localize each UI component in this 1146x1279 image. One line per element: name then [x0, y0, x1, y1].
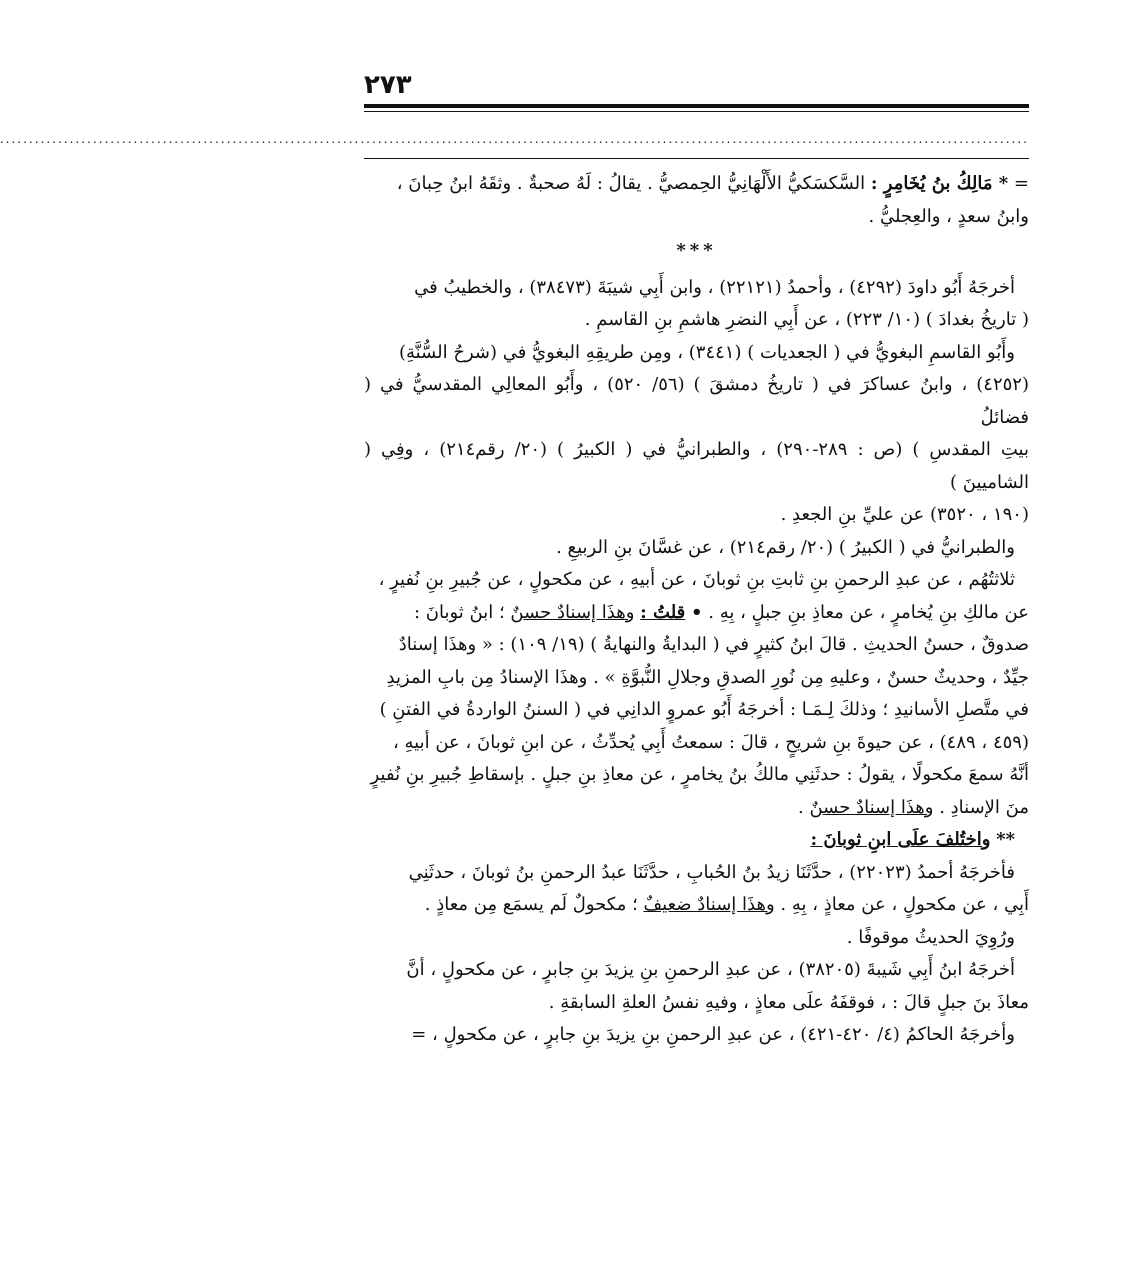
text-segment: ؛ ابنُ ثوبانَ : — [413, 601, 505, 623]
paragraph-3: والطبرانيُّ في ( الكبيرُ ) (٢٠/ رقم٢١٤) ، عن غسَّانَ بنِ الربيعِ . — [556, 536, 1015, 558]
paragraph-4-line-3: صدوقٌ ، حسنُ الحديثِ . قالَ ابنُ كثيرٍ في ( البدايةُ والنهايةُ ) (١٩/ ١٠٩) : « وهذَا إسنادٌ — [398, 634, 1029, 655]
paragraph-4-line-2 — [364, 597, 1029, 630]
bullet-mark: • — [691, 601, 703, 623]
subheading — [364, 824, 1029, 857]
paragraph-1-line-1: أخرجَهُ أَبُو داودَ (٤٢٩٢) ، وأحمدُ (٢٢١٢١) ، وابن أَبِي شيبَةَ (٣٨٤٧٣) ، والخطيبُ في — [414, 276, 1015, 298]
header-rule-thin — [364, 111, 1029, 112]
paragraph-2-line-3: بيتِ المقدسِ ) (ص : ٢٨٩-٢٩٠) ، والطبرانيُّ في ( الكبيرُ ) (٢٠/ رقم٢١٤) ، وفِي ( الشاميينَ ) — [364, 439, 1029, 493]
footnote-line-1 — [364, 168, 1029, 201]
footnote-line-2: وابنُ سعدٍ ، والعِجليُّ . — [868, 205, 1029, 227]
grading-hasan: وهذَا إسنادٌ حسنٌ — [809, 796, 934, 818]
paragraph-2-line-2: (٤٢٥٢) ، وابنُ عساكرَ في ( تاريخُ دمشقَ ) (٥٦/ ٥٢٠) ، وأَبُو المعالِي المقدسيُّ في ( فضائلُ — [364, 374, 1029, 428]
paragraph-8-line-2: معاذَ بنَ جبلٍ قالَ : ، فوقفَهُ علَى معاذٍ ، وفيهِ نفسُ العلةِ السابقةِ . — [548, 991, 1029, 1013]
paragraph-1-line-2: ( تاريخُ بغدادَ ) (١٠/ ٢٢٣) ، عن أَبِي النضرِ هاشمِ بنِ القاسمِ . — [584, 309, 1029, 330]
text-segment: أَبِي ، عن مكحولٍ ، عن معاذٍ ، بِهِ . — [780, 894, 1029, 915]
narrator-description: السَّكسَكيُّ الأَلْهَانِيُّ الحِمصيُّ . يقالُ : لَهُ صحبةٌ . وثقَهُ ابنُ حِبانَ ، — [396, 173, 866, 194]
grading-daif: وهذَا إسنادٌ ضعيفٌ — [643, 894, 775, 915]
subheading-label: واختُلفَ علَى ابنِ ثوبانَ : — [810, 829, 991, 850]
subheading-stars: ** — [996, 829, 1015, 850]
text-segment: منَ الإسنادِ . — [939, 796, 1029, 818]
continuation-mark: = — [1013, 173, 1029, 194]
page-number: ٢٧٣ — [364, 70, 412, 100]
footnote-rule — [364, 158, 1029, 159]
narrator-name: * مَالِكُ بنُ يُخَامِرٍ : — [870, 173, 1009, 194]
paragraph-4-line-6: (٤٥٩ ، ٤٨٩) ، عن حيوةَ بنِ شريحٍ ، قالَ : سمعتُ أَبِي يُحدِّثُ ، عن ابنِ ثوبانَ ، عن أبيهِ ، — [392, 731, 1029, 753]
qultu-label: قلتُ : — [640, 601, 686, 623]
paragraph-9: وأخرجَهُ الحاكمُ (٤/ ٤٢٠-٤٢١) ، عن عبدِ الرحمنِ بنِ يزيدَ بنِ جابرٍ ، عن مكحولٍ ، = — [411, 1024, 1015, 1045]
dotted-separator: ................................................................................................................................................................................. — [0, 132, 1029, 146]
paragraph-4-line-5: في متَّصلِ الأسانيدِ ؛ وذلكَ لِـمَـا : أخرجَهُ أَبُو عمروٍ الدانِي في ( السننُ الواردةُ في الفتنِ ) — [379, 699, 1029, 720]
paragraph-6-line-2 — [364, 889, 1029, 922]
paragraph-2-line-4: (١٩٠ ، ٣٥٢٠) عن عليِّ بنِ الجعدِ . — [780, 504, 1029, 525]
text-segment: عن مالكِ بنِ يُخامرٍ ، عن معاذِ بنِ جبلٍ ، بِهِ . — [708, 601, 1029, 623]
paragraph-8-line-1: أخرجَهُ ابنُ أَبِي شَيبةَ (٣٨٢٠٥) ، عن عبدِ الرحمنِ بنِ يزيدَ بنِ جابرٍ ، عن مكحولٍ ، أنَّ — [406, 959, 1015, 980]
section-divider: *** — [676, 240, 717, 261]
paragraph-7: ورُوِيَ الحديثُ موقوفًا . — [846, 926, 1015, 948]
text-segment: . — [798, 796, 804, 818]
paragraph-2-line-1: وأَبُو القاسمِ البغويُّ في ( الجعديات ) (٣٤٤١) ، ومِن طريقِهِ البغويُّ في (شرحُ السُّنَّةِ) — [398, 341, 1015, 363]
grading-hasan: وهذَا إسنادٌ حسنٌ — [510, 601, 635, 623]
paragraph-4-line-8 — [364, 792, 1029, 825]
paragraph-4-line-7: أنَّهُ سمعَ مكحولًا ، يقولُ : حدثَنِي مالكُ بنُ يخامرٍ ، عن معاذِ بنِ جبلٍ . بإسقاطِ جُبيرِ بنِ نُفيرٍ — [370, 764, 1029, 785]
page-body — [364, 168, 1029, 1052]
paragraph-4-line-4: جيِّدٌ ، وحديثٌ حسنٌ ، وعليهِ مِن نُورِ الصدقِ وجلالِ النُّبوَّةِ » . وهذَا الإسنادُ مِن بابِ المزيدِ — [386, 666, 1029, 688]
paragraph-4-line-1: ثلاثتُهُم ، عن عبدِ الرحمنِ بنِ ثابتِ بنِ ثوبانَ ، عن أبيهِ ، عن مكحولٍ ، عن جُبيرِ بنِ نُفيرٍ ، — [378, 569, 1015, 590]
text-segment: ؛ مكحولٌ لَم يسمَع مِن معاذٍ . — [424, 894, 638, 915]
header-rule-thick — [364, 104, 1029, 108]
paragraph-6-line-1: فأخرجَهُ أحمدُ (٢٢٠٢٣) ، حدَّثَنَا زيدُ بنُ الحُبابِ ، حدَّثَنَا عبدُ الرحمنِ بنُ ثوبانَ ، حدثَنِي — [408, 861, 1015, 883]
